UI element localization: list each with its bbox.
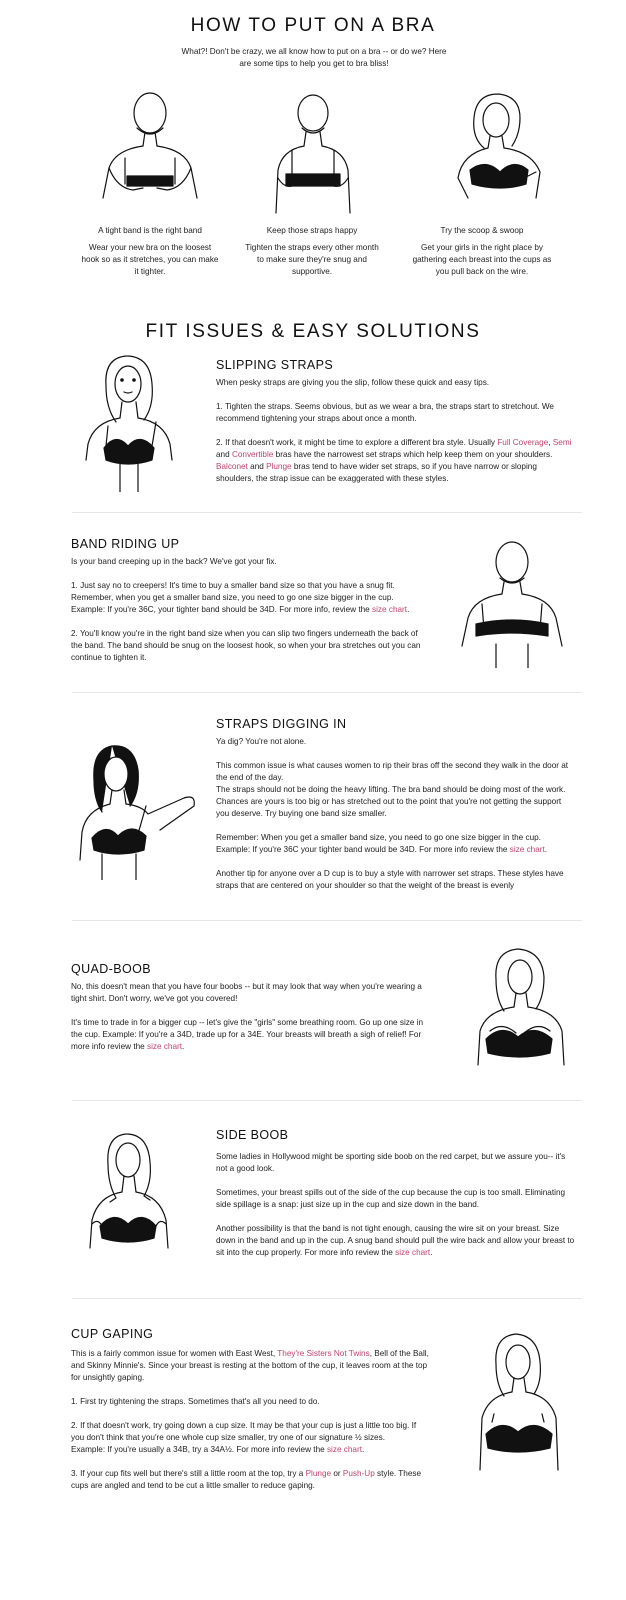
issue-intro: When pesky straps are giving you the slip, follow these quick and easy tips. (216, 378, 490, 387)
issue-paragraph: 1. Tighten the straps. Seems obvious, but as we wear a bra, the straps start to stretchout. We recommend tightening your straps about once a month. (216, 402, 554, 423)
quad-boob-section (71, 963, 426, 1053)
issue-intro: Ya dig? You're not alone. (216, 737, 307, 746)
issue-paragraph: It's time to trade in for a bigger cup -- let's give the "girls" some breathing room. Go up one size in the cup. Example: If you're a 34D, trade up for a 34E. Your breasts will breath a sigh of relief! For more info review the size chart. (71, 1018, 424, 1051)
issue-paragraph: Another possibility is that the band is not tight enough, causing the wire sit on your breast. Size down in the band and up in the cup. A snug band should pull the wire back and allow your breast to sit into the cup properly. For more info review the size chart. (216, 1224, 575, 1257)
divider (72, 1100, 582, 1101)
side-boob-section (216, 1129, 576, 1259)
issue-title: SIDE BOOB (216, 1128, 289, 1142)
issue-paragraph: 2. If that doesn't work, it might be time to explore a different bra style. Usually Full Coverage, Semi and Convertible bras have the narrowest set straps which help keep them on your shoulders. Balconet and Plunge bras tend to have wider set straps, so if you have narrow or sloping shoulders, the strap issue can be exaggerated with these styles. (216, 438, 572, 483)
size-chart-link[interactable]: size chart (395, 1248, 431, 1257)
issue-paragraph: This is a fairly common issue for women with East West, They're Sisters Not Twins, Bell of the Ball, and Skinny Minnie's. Since your breast is resting at the bottom of the cup, it leaves room at the top for unsightly gaping. (71, 1349, 429, 1382)
plunge-link[interactable]: Plunge (305, 1469, 332, 1478)
side-boob-illustration (84, 1128, 199, 1268)
tip-scoop (412, 225, 552, 278)
size-chart-link[interactable]: size chart (147, 1042, 183, 1051)
divider (72, 692, 582, 693)
intro-text: What?! Don't be crazy, we all know how to put on a bra -- or do we? Here are some tips to help you get to bra bliss! (181, 47, 447, 68)
cup-gaping-section (71, 1328, 431, 1492)
band-riding-up-section (71, 538, 421, 664)
issue-intro: Is your band creeping up in the back? We've got your fix. (71, 557, 277, 566)
full-coverage-link[interactable]: Full Coverage (497, 438, 549, 447)
tight-band-illustration (95, 88, 205, 218)
issue-title: CUP GAPING (71, 1327, 154, 1341)
divider (72, 512, 582, 513)
cup-gaping-illustration (470, 1330, 570, 1480)
tip-title: Keep those straps happy (266, 226, 358, 235)
semi-link[interactable]: Semi (552, 438, 572, 447)
happy-straps-illustration (258, 88, 368, 218)
divider (72, 920, 582, 921)
issue-paragraph: This common issue is what causes women to rip their bras off the second they walk in the door at the end of the day. (216, 761, 569, 782)
issue-paragraph: No, this doesn't mean that you have four boobs -- but it may look that way when you're wearing a tight shirt. Don't worry, we've got you covered! (71, 982, 422, 1003)
issue-paragraph: Sometimes, your breast spills out of the side of the cup because the cup is too small. Eliminating side spillage is a snap: just size up in the cup and size down in the band. (216, 1188, 566, 1209)
tip-title: Try the scoop & swoop (440, 226, 524, 235)
quad-boob-illustration (466, 945, 576, 1075)
tip-text: Get your girls in the right place by gathering each breast into the cups as you pull back on the wire. (412, 243, 552, 276)
size-chart-link[interactable]: size chart (326, 1445, 362, 1454)
issue-title: QUAD-BOOB (71, 962, 151, 976)
straps-digging-illustration (72, 740, 202, 880)
sisters-not-twins-link[interactable]: They're Sisters Not Twins (277, 1349, 370, 1358)
issue-title: STRAPS DIGGING IN (216, 717, 347, 731)
fit-issues-title: FIT ISSUES & EASY SOLUTIONS (145, 321, 481, 342)
balconet-link[interactable]: Balconet (216, 462, 248, 471)
plunge-link[interactable]: Plunge (266, 462, 292, 471)
tip-text: Tighten the straps every other month to make sure they're snug and supportive. (245, 243, 379, 276)
issue-paragraph: 2. You'll know you're in the right band size when you can slip two fingers underneath the back of the band. The band should be snug on the loosest hook, so when your bra stretches out you can continue to tighten it. (71, 629, 421, 662)
issue-paragraph: The straps should not be doing the heavy lifting. The bra band should be doing most of the work. Chances are yours is too big or has stretched out to the point that you're not getting the support you deserve. Try buying one band size smaller. (216, 785, 566, 818)
tip-straps (242, 225, 382, 278)
tip-title: A tight band is the right band (98, 226, 202, 235)
convertible-link[interactable]: Convertible (231, 450, 274, 459)
issue-paragraph: 1. First try tightening the straps. Sometimes that's all you need to do. (71, 1397, 320, 1406)
issue-paragraph: 2. If that doesn't work, try going down a cup size. It may be that your cup is just a little too big. If you don't think that you're one whole cup size smaller, try one of our signature ½ sizes. Example: If you're usually a 34B, try a 34A½. For more info review the size chart. (71, 1421, 417, 1454)
page-title: HOW TO PUT ON A BRA (190, 15, 436, 36)
issue-title: BAND RIDING UP (71, 537, 180, 551)
scoop-swoop-illustration (440, 88, 560, 218)
divider (72, 1298, 582, 1299)
band-riding-up-illustration (456, 538, 571, 668)
size-chart-link[interactable]: size chart (372, 605, 408, 614)
issue-paragraph: Another tip for anyone over a D cup is to buy a style with narrower set straps. These styles have straps that are centered on your shoulder so that the weight of the breast is evenly (216, 869, 564, 890)
tip-tight-band (80, 225, 220, 278)
straps-digging-section (216, 718, 576, 892)
issue-paragraph: 3. If your cup fits well but there's still a little room at the top, try a Plunge or Push-Up style. These cups are angled and tend to be cut a little smaller to reduce gaping. (71, 1469, 422, 1490)
push-up-link[interactable]: Push-Up (342, 1469, 375, 1478)
issue-paragraph: Remember: When you get a smaller band size, you need to go one size bigger in the cup. Example: If you're 36C your tighter band would be 34D. For more info review the size chart. (216, 833, 548, 854)
slipping-straps-section (216, 359, 576, 485)
issue-paragraph: 1. Just say no to creepers! It's time to buy a smaller band size so that you have a snug fit. Remember, when you get a smaller band size, you need to go one size bigger in the cup. Example: If you're 36C, your tighter band should be 34D. For more info, review the size chart. (71, 581, 410, 614)
issue-paragraph: Some ladies in Hollywood might be sporting side boob on the red carpet, but we assure you-- it's not a good look. (216, 1152, 566, 1173)
slipping-straps-illustration (80, 352, 195, 492)
tip-text: Wear your new bra on the loosest hook so as it stretches, you can make it tighter. (81, 243, 219, 276)
issue-title: SLIPPING STRAPS (216, 358, 334, 372)
size-chart-link[interactable]: size chart (509, 845, 545, 854)
